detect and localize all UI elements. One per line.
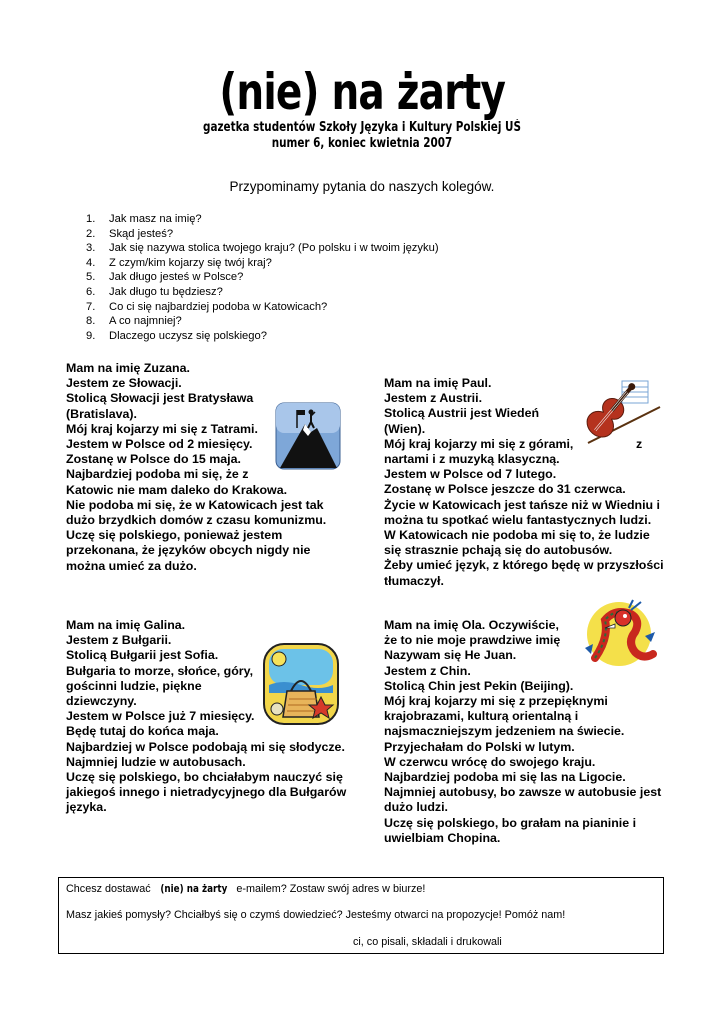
subtitle-school: gazetka studentów Szkoły Języka i Kultury Polskiej UŚ (203, 120, 521, 135)
footer-box (58, 877, 664, 954)
list-item: 6. Jak długo tu będziesz? (86, 285, 223, 298)
list-item: 8. A co najmniej? (86, 315, 182, 328)
list-item: 9. Dlaczego uczysz się polskiego? (86, 329, 267, 342)
intro-text: Przypominamy pytania do naszych kolegów. (229, 179, 495, 194)
beach-bag-icon (263, 643, 339, 725)
footer-subscribe-line: Chcesz dostawać (nie) na żarty e-mailem? Zostaw swój adres w biurze! (66, 882, 426, 895)
masthead (0, 64, 724, 152)
subtitle-issue: numer 6, koniec kwietnia 2007 (271, 136, 453, 151)
footer-credits: ci, co pisali, składali i drukowali (353, 936, 502, 948)
violin-icon (578, 373, 664, 447)
profile-zuzana: Mam na imię Zuzana. Jestem ze Słowacji. Stolicą Słowacji jest Bratysława (Bratislava). Mój kraj kojarzy mi się z Tatrami. Jestem w Polsce od 2 miesięcy. Zostanę w Polsce do 15 maja. Najbardziej podoba mi się, że z Katowic nie mam daleko do Krakowa. Nie podoba mi się, że w Katowicach jest tak dużo brzydkich domów z czasu komunizmu. Uczę się polskiego, ponieważ jestem przekonana, że języków obcych nigdy nie można umieć za dużo. (66, 361, 327, 573)
footer-brand: (nie) na żarty (159, 882, 227, 895)
list-item: 5. Jak długo jesteś w Polsce? (86, 271, 244, 284)
list-item: 7. Co ci się najbardziej podoba w Katowicach? (86, 300, 328, 313)
profile-paul: Mam na imię Paul. Jestem z Austrii. Stolicą Austrii jest Wiedeń (Wien). Mój kraj kojarzy mi się z górami, nartami i z muzyką klasyczną. Jestem w Polsce od 7 lutego. Zostanę w Polsce jeszcze do 31 czerwca. Życie w Katowicach jest tańsze niż w Wiedniu i można tu spotkać wielu fantastycznych ludzi. W Katowicach nie podoba mi się to, że ludzie się strasznie pchają się do autobusów. Żeby umieć język, z którego będę w przyszłości tłumaczył. (384, 376, 664, 588)
profile-ola: Mam na imię Ola. Oczywiście, że to nie moje prawdziwe imię Nazywam się He Juan. Jestem z Chin. Stolicą Chin jest Pekin (Beijing). Mój kraj kojarzy mi się z przepięknymi krajobrazami, kulturą orientalną i najsmaczniejszym jedzeniem na świecie. Przyjechałam do Polski w lutym. W czerwcu wrócę do swojego kraju. Najbardziej podoba mi się las na Ligocie. Najmniej autobusy, bo zawsze w autobusie jest dużo ludzi. Uczę się polskiego, bo grałam na pianinie i uwielbiam Chopina. (384, 618, 662, 845)
list-item: 2. Skąd jesteś? (86, 227, 174, 240)
list-item: 3. Jak się nazywa stolica twojego kraju? (Po polsku i w twoim języku) (86, 242, 439, 255)
footer-ideas-line: Masz jakieś pomysły? Chciałbyś się o czymś dowiedzieć? Jesteśmy otwarci na propozycje! Pomóż nam! (66, 909, 566, 921)
list-item: 4. Z czym/kim kojarzy się twój kraj? (86, 256, 272, 269)
list-item: 1. Jak masz na imię? (86, 213, 202, 225)
question-list (86, 212, 439, 343)
stray-letter: z (636, 437, 643, 451)
mountain-climber-icon (275, 402, 341, 470)
newspaper-title: (nie) na żarty (219, 63, 505, 121)
dragon-icon (575, 598, 661, 672)
profile-galina: Mam na imię Galina. Jestem z Bułgarii. Stolicą Bułgarii jest Sofia. Bułgaria to morze, słońce, góry, gościnni ludzie, piękne dziewczyny. Jestem w Polsce już 7 miesięcy. Będę tutaj do końca maja. Najbardziej w Polsce podobają mi się słodycze. Najmniej ludzie w autobusach. Uczę się polskiego, bo chciałabym nauczyć się jakiegoś innego i nietradycyjnego dla Bułgarów języka. (66, 618, 347, 815)
